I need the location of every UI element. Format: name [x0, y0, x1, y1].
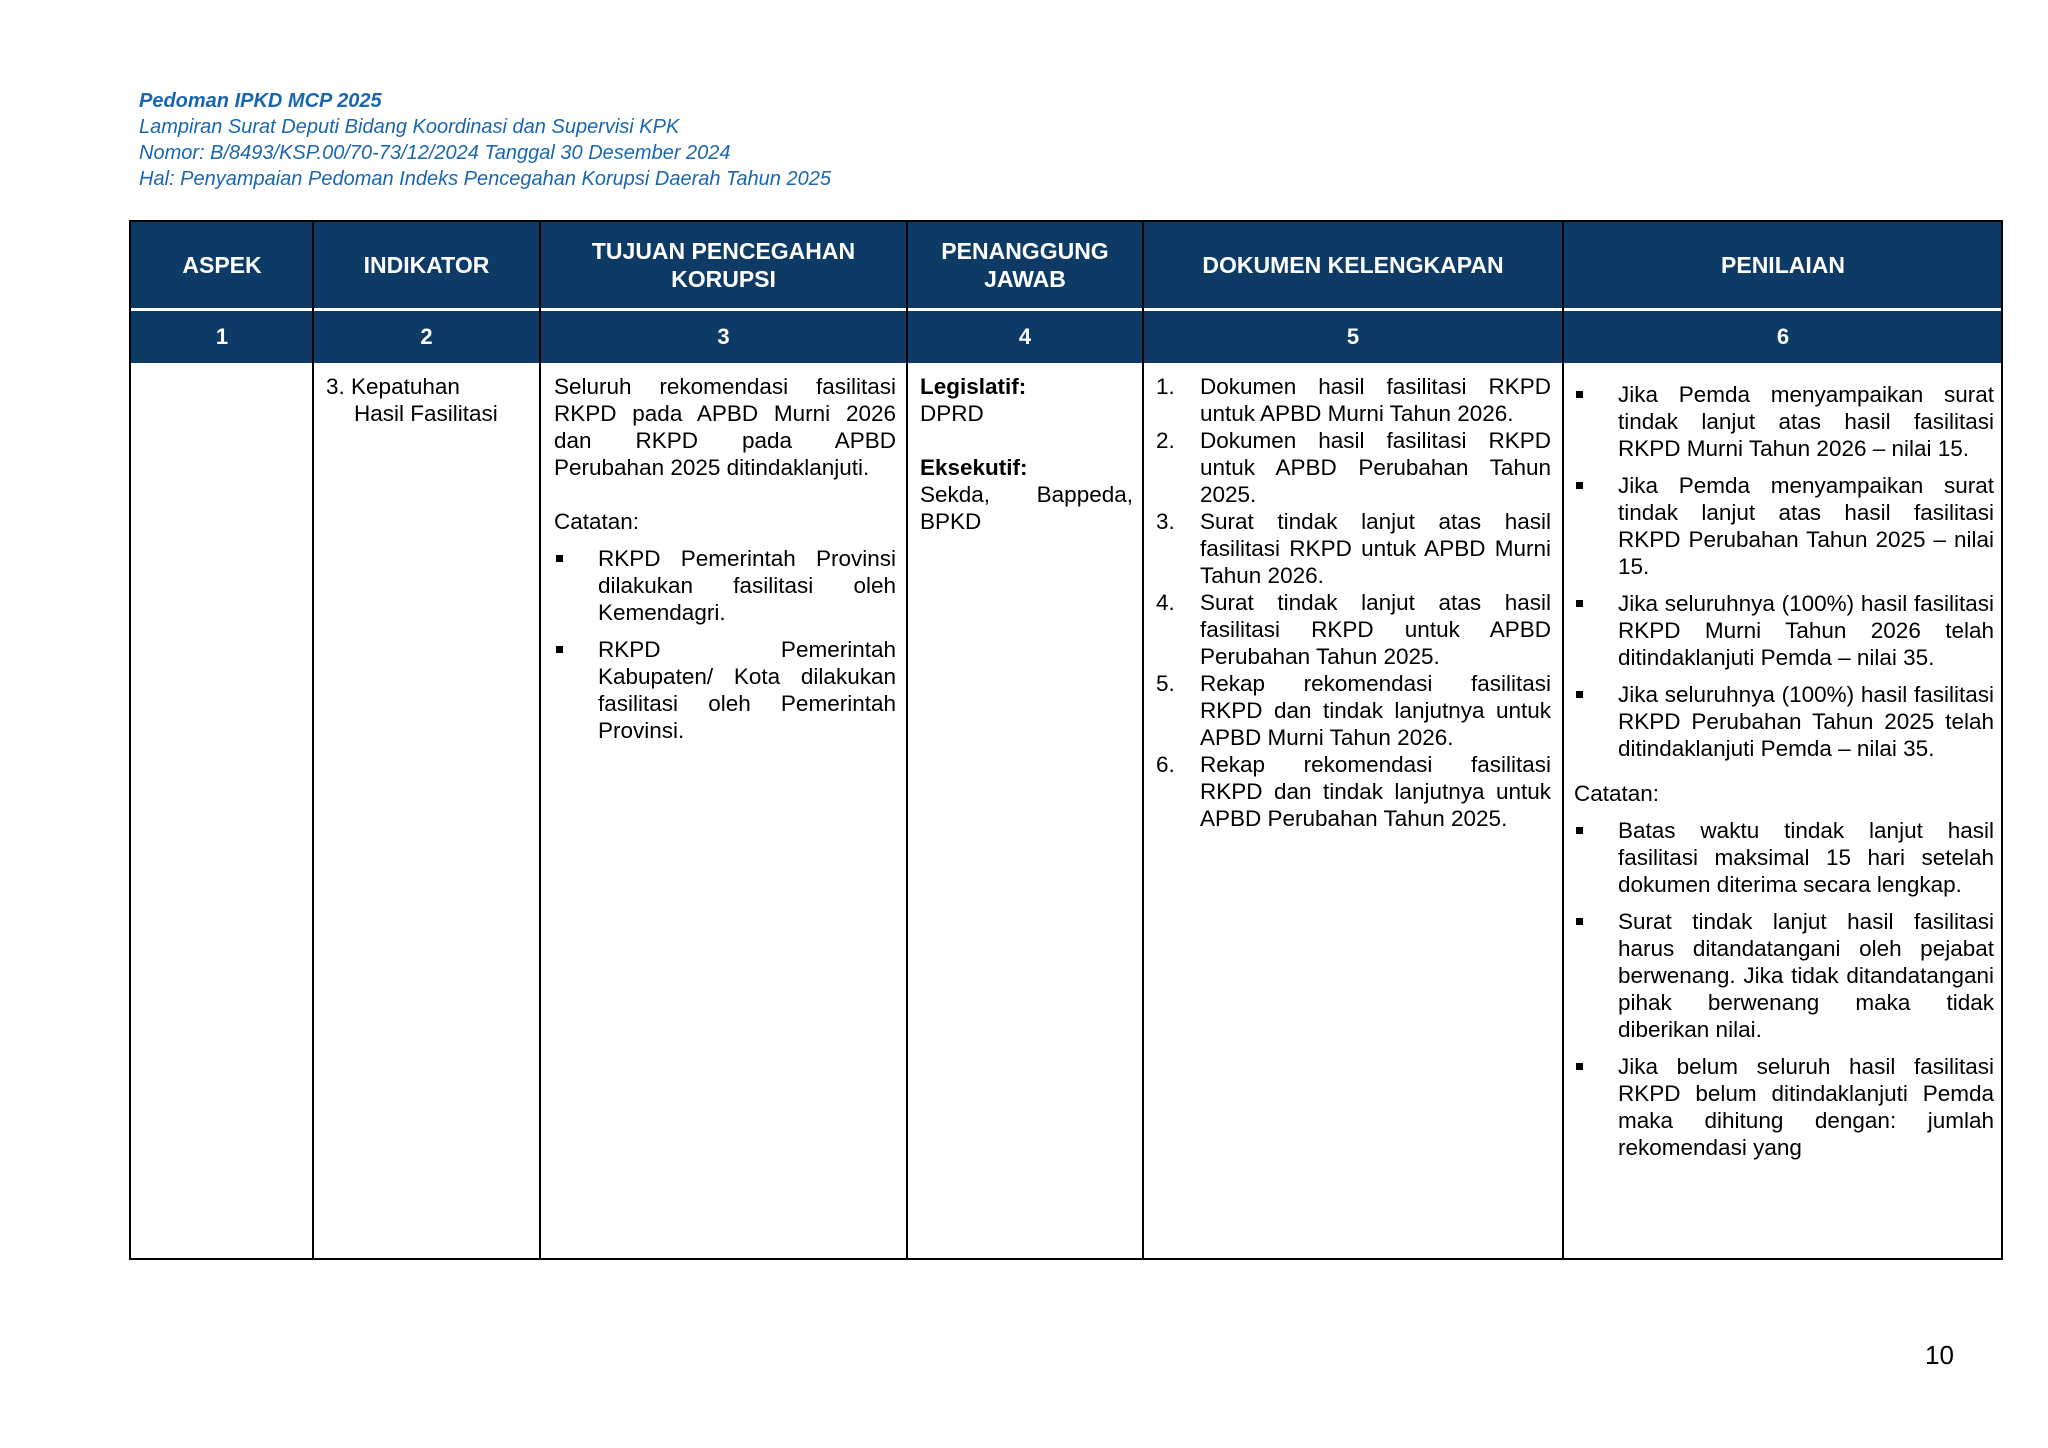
cell-dokumen — [1156, 373, 1551, 832]
header-line-4: Hal: Penyampaian Pedoman Indeks Pencegahan Korupsi Daerah Tahun 2025 — [139, 168, 831, 190]
header-line-3: Nomor: B/8493/KSP.00/70-73/12/2024 Tanggal 30 Desember 2024 — [139, 142, 731, 164]
page-number: 10 — [1925, 1340, 1954, 1370]
tujuan-text: Seluruh rekomendasi fasilitasi RKPD pada APBD Murni 2026 dan RKPD pada APBD Perubahan 2025 ditindaklanjuti. — [554, 374, 896, 480]
col-header-dokumen: DOKUMEN KELENGKAPAN — [1202, 252, 1504, 278]
penilaian-list — [1574, 381, 1994, 762]
list-item: Jika seluruhnya (100%) hasil fasilitasi RKPD Murni Tahun 2026 telah ditindaklanjuti Pemda – nilai 35. — [1574, 590, 1994, 671]
table-header-row — [131, 222, 2001, 308]
list-item: Batas waktu tindak lanjut hasil fasilitasi maksimal 15 hari setelah dokumen diterima secara lengkap. — [1574, 817, 1994, 898]
list-number: 3. — [1156, 509, 1175, 534]
list-number: 4. — [1156, 590, 1175, 615]
list-number: 5. — [1156, 671, 1175, 696]
list-item: Jika Pemda menyampaikan surat tindak lanjut atas hasil fasilitasi RKPD Murni Tahun 2026 – nilai 15. — [1574, 381, 1994, 462]
document-header — [139, 88, 831, 192]
col-number-6: 6 — [1776, 324, 1790, 349]
col-number-3: 3 — [717, 324, 730, 349]
col-number-5: 5 — [1346, 324, 1360, 349]
col-number-1: 1 — [215, 324, 229, 349]
column-divider — [312, 222, 314, 1258]
cell-tujuan — [554, 373, 896, 754]
list-item: Jika belum seluruh hasil fasilitasi RKPD belum ditindaklanjuti Pemda maka dihitung dengan: jumlah rekomendasi yang — [1574, 1053, 1994, 1161]
list-item — [1156, 670, 1551, 751]
list-text: Surat tindak lanjut atas hasil fasilitasi RKPD untuk APBD Murni Tahun 2026. — [1200, 509, 1551, 588]
indikator-line-1: Kepatuhan — [351, 374, 460, 399]
list-item — [1156, 427, 1551, 508]
column-divider — [539, 222, 541, 1258]
column-divider — [906, 222, 908, 1258]
list-text: Rekap rekomendasi fasilitasi RKPD dan tindak lanjutnya untuk APBD Perubahan Tahun 2025. — [1200, 752, 1551, 831]
list-number: 1. — [1156, 374, 1175, 399]
list-item — [1156, 589, 1551, 670]
column-divider — [1562, 222, 1564, 1258]
tujuan-catatan-label: Catatan: — [554, 509, 640, 534]
cell-indikator — [326, 373, 531, 427]
assessment-table — [129, 220, 2003, 1260]
dokumen-list — [1156, 373, 1551, 832]
list-item — [1156, 373, 1551, 427]
indikator-number: 3. — [326, 374, 345, 399]
table-number-row — [131, 311, 2001, 363]
col-number-2: 2 — [420, 324, 433, 349]
cell-penanggung-jawab — [920, 373, 1133, 535]
list-text: Dokumen hasil fasilitasi RKPD untuk APBD Murni Tahun 2026. — [1200, 374, 1551, 426]
list-item: Jika Pemda menyampaikan surat tindak lanjut atas hasil fasilitasi RKPD Perubahan Tahun 2025 – nilai 15. — [1574, 472, 1994, 580]
list-text: Dokumen hasil fasilitasi RKPD untuk APBD Perubahan Tahun 2025. — [1200, 428, 1551, 507]
list-item: RKPD Pemerintah Kabupaten/ Kota dilakukan fasilitasi oleh Pemerintah Provinsi. — [554, 636, 896, 744]
tujuan-notes-list — [554, 545, 896, 744]
header-line-2: Lampiran Surat Deputi Bidang Koordinasi dan Supervisi KPK — [139, 116, 680, 138]
list-item: Surat tindak lanjut hasil fasilitasi harus ditandatangani oleh pejabat berwenang. Jika tidak ditandatangani pihak berwenang maka tidak diberikan nilai. — [1574, 908, 1994, 1043]
col-header-aspek: ASPEK — [182, 252, 262, 278]
list-text: Surat tindak lanjut atas hasil fasilitasi RKPD untuk APBD Perubahan Tahun 2025. — [1200, 590, 1551, 669]
col-header-penanggung-jawab: PENANGGUNG JAWAB — [941, 238, 1109, 292]
list-item: RKPD Pemerintah Provinsi dilakukan fasilitasi oleh Kemendagri. — [554, 545, 896, 626]
list-item — [1156, 508, 1551, 589]
indikator-line-2: Hasil Fasilitasi — [354, 401, 498, 426]
list-number: 2. — [1156, 428, 1175, 453]
pj-eksekutif-label: Eksekutif: — [920, 455, 1028, 480]
list-number: 6. — [1156, 752, 1175, 777]
pj-eksekutif: Sekda, Bappeda, BPKD — [920, 482, 1133, 534]
col-header-tujuan: TUJUAN PENCEGAHAN KORUPSI — [591, 238, 856, 292]
penilaian-catatan-label: Catatan: — [1574, 781, 1660, 806]
pj-legislatif: DPRD — [920, 401, 984, 426]
list-text: Rekap rekomendasi fasilitasi RKPD dan tindak lanjutnya untuk APBD Murni Tahun 2026. — [1200, 671, 1551, 750]
list-item — [1156, 751, 1551, 832]
col-header-indikator: INDIKATOR — [363, 252, 490, 278]
list-item: Jika seluruhnya (100%) hasil fasilitasi RKPD Perubahan Tahun 2025 telah ditindaklanjuti Pemda – nilai 35. — [1574, 681, 1994, 762]
col-header-penilaian: PENILAIAN — [1721, 252, 1845, 278]
pj-legislatif-label: Legislatif: — [920, 374, 1027, 399]
col-number-4: 4 — [1018, 324, 1032, 349]
penilaian-notes-list — [1574, 817, 1994, 1161]
column-divider — [1142, 222, 1144, 1258]
header-title: Pedoman IPKD MCP 2025 — [139, 90, 382, 112]
cell-penilaian — [1574, 381, 1994, 1171]
